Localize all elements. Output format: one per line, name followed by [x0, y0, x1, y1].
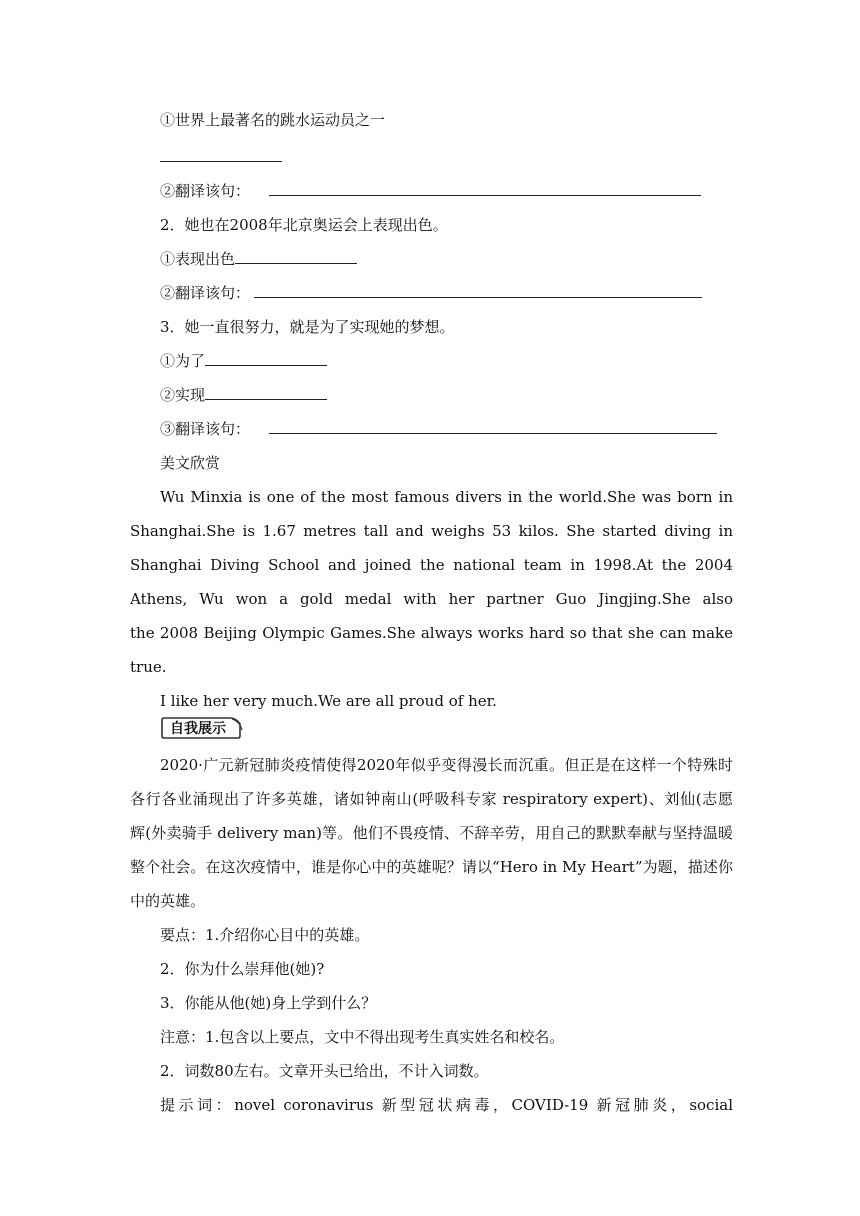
item3-sub1-row: [160, 350, 327, 372]
self-show-badge-label: 自我展示: [170, 721, 226, 737]
item3-translate-row: [160, 418, 717, 440]
item1-sub1: ①世界上最著名的跳水运动员之一: [160, 111, 386, 129]
prompt-line-5: 中的英雄。: [130, 892, 206, 910]
prompt-line-3: 辉(外卖骑手 delivery man)等。他们不畏疫情、不辞辛劳，用自己的默默奉献与坚持温暖: [130, 824, 733, 842]
appreciation-line-5: the 2008 Beijing Olympic Games.She always works hard so that she can make: [130, 624, 733, 642]
item3-title: 3．她一直很努力，就是为了实现她的梦想。: [160, 318, 455, 336]
item2-translate-row: [160, 282, 702, 304]
item1-translate-blank[interactable]: [269, 181, 701, 196]
item2-sub1-blank[interactable]: [235, 249, 357, 264]
appreciation-line-4: Athens, Wu won a gold medal with her partner Guo Jingjing.She also: [130, 590, 733, 608]
points-3: 3．你能从他(她)身上学到什么？: [160, 994, 377, 1012]
appreciation-line-1: Wu Minxia is one of the most famous divers in the world.She was born in: [160, 488, 733, 506]
hint-words: 提示词：novel coronavirus 新型冠状病毒，COVID-19 新冠肺炎，social: [160, 1096, 733, 1114]
item1-sub2-label: ②翻译该句：: [160, 182, 251, 200]
self-show-badge: [160, 716, 244, 740]
item1-translate-row: [160, 180, 701, 202]
appreciation-closing: I like her very much.We are all proud of her.: [160, 692, 497, 710]
item3-sub2-row: [160, 384, 327, 406]
prompt-line-2: 各行各业涌现出了许多英雄，诸如钟南山(呼吸科专家 respiratory expert)、刘仙(志愿: [130, 790, 733, 808]
appreciation-line-2: Shanghai.She is 1.67 metres tall and weighs 53 kilos. She started diving in: [130, 522, 733, 540]
item2-sub1-row: [160, 248, 357, 270]
item3-sub3-label: ③翻译该句：: [160, 420, 251, 438]
item1-sub1-answer-blank[interactable]: [160, 146, 282, 168]
appreciation-heading: 美文欣赏: [160, 454, 221, 472]
appreciation-line-6: true.: [130, 658, 167, 676]
item3-sub2-blank[interactable]: [205, 385, 327, 400]
notes-1: 注意：1.包含以上要点，文中不得出现考生真实姓名和校名。: [160, 1028, 565, 1046]
prompt-line-1: 2020·广元新冠肺炎疫情使得2020年似乎变得漫长而沉重。但正是在这样一个特殊时: [160, 756, 733, 774]
notes-2: 2．词数80左右。文章开头已给出，不计入词数。: [160, 1062, 489, 1080]
prompt-line-4: 整个社会。在这次疫情中，谁是你心中的英雄呢？请以“Hero in My Heart”为题，描述你: [130, 858, 733, 876]
item2-translate-blank[interactable]: [254, 283, 702, 298]
points-1: 要点：1.介绍你心目中的英雄。: [160, 926, 370, 944]
item3-sub1-label: ①为了: [160, 352, 206, 370]
points-2: 2．你为什么崇拜他(她)?: [160, 960, 325, 978]
item2-sub2-label: ②翻译该句：: [160, 284, 251, 302]
item3-sub1-blank[interactable]: [205, 351, 327, 366]
item2-title: 2．她也在2008年北京奥运会上表现出色。: [160, 216, 448, 234]
item3-translate-blank[interactable]: [269, 419, 717, 434]
item2-sub1-label: ①表现出色: [160, 250, 236, 268]
appreciation-line-3: Shanghai Diving School and joined the national team in 1998.At the 2004: [130, 556, 733, 574]
item3-sub2-label: ②实现: [160, 386, 206, 404]
